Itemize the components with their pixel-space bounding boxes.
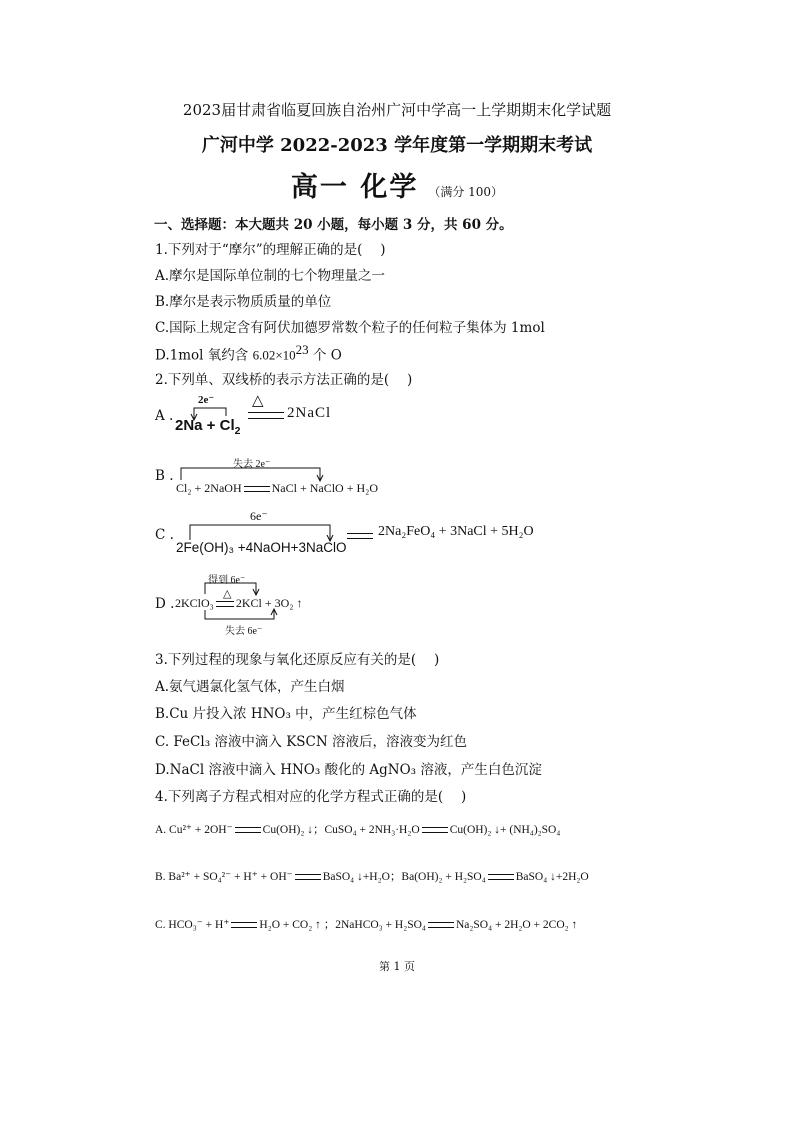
- q2a-reactants: $2Na + Cl_2$: [175, 417, 241, 437]
- q3-stem: 3.下列过程的现象与氧化还原反应有关的是( ): [155, 652, 440, 668]
- q1-option-d: D.1mol 氧约含 $6.02\times 10^{23}$ 个 O: [155, 342, 342, 364]
- q2d-equation: 2KClO₃ 2KCl + 3O₂ ↑: [175, 596, 303, 610]
- q2a-product: 2NaCl: [287, 405, 332, 421]
- q2c-reactants: 2Fe(OH)₃ +4NaOH+3NaClO: [176, 540, 347, 555]
- q2a-heat-symbol: △: [252, 391, 264, 409]
- q2d-loss-label: 失去 6e⁻: [225, 626, 263, 637]
- full-score: （满分 100）: [428, 185, 504, 199]
- q2a-bridge: [194, 408, 226, 420]
- q3-option-b: B.Cu 片投入浓 HNO₃ 中，产生红棕色气体: [155, 706, 417, 722]
- q1-option-b: B.摩尔是表示物质质量的单位: [155, 294, 332, 310]
- q2-stem: 2.下列单、双线桥的表示方法正确的是( ): [155, 372, 413, 388]
- q2-option-b-letter: B .: [155, 468, 174, 484]
- exam-title: 广河中学 2022-2023 学年度第一学期期末考试: [201, 135, 593, 156]
- q4-option-b: B. Ba²⁺ + SO₄²⁻ + H⁺ + OH⁻ BaSO₄ ↓+H₂O；Ba(OH)₂ + H₂SO₄ BaSO₄ ↓+2H₂O: [155, 871, 589, 883]
- q2c-products: 2Na₂FeO₄ + 3NaCl + 5H₂O: [378, 524, 534, 539]
- q2b-equation: Cl₂ + 2NaOH NaCl + NaClO + H₂O: [176, 481, 379, 495]
- q2d-gain-bridge: [205, 583, 256, 594]
- q2b-bridge: [181, 468, 320, 480]
- q1-option-a: A.摩尔是国际单位制的七个物理量之一: [155, 268, 386, 284]
- q2-option-c-letter: C .: [155, 527, 174, 543]
- q2d-heat-symbol: △: [223, 587, 232, 600]
- q2b-electron-label: 失去 2e⁻: [233, 459, 271, 470]
- q4-option-a: A. Cu²⁺ + 2OH⁻ Cu(OH)₂ ↓；CuSO₄ + 2NH₃·H₂O Cu(OH)₂ ↓+ (NH₄)₂SO₄: [155, 824, 561, 836]
- q2d-loss-bridge: [205, 610, 274, 619]
- source-title: 2023届甘肃省临夏回族自治州广河中学高一上学期期末化学试题: [182, 101, 612, 119]
- q3-option-a: A.氨气遇氯化氢气体，产生白烟: [155, 679, 345, 695]
- q2-option-d-letter: D .: [155, 596, 175, 612]
- q4-stem: 4.下列离子方程式相对应的化学方程式正确的是( ): [155, 789, 467, 805]
- page-number: 第 1 页: [379, 960, 415, 973]
- q2c-electron-label: 6e⁻: [250, 509, 268, 523]
- q3-option-c: C. FeCl₃ 溶液中滴入 KSCN 溶液后，溶液变为红色: [155, 734, 467, 750]
- q2c-bridge: [190, 525, 330, 540]
- section-heading: 一、选择题：本大题共 20 小题，每小题 3 分，共 60 分。: [154, 217, 513, 233]
- q2a-electron-label: 2e⁻: [198, 394, 215, 406]
- q1-stem: 1.下列对于“摩尔”的理解正确的是( ): [155, 242, 386, 258]
- q3-option-d: D.NaCl 溶液中滴入 HNO₃ 酸化的 AgNO₃ 溶液，产生白色沉淀: [155, 762, 542, 778]
- q4-option-c: C. HCO₃⁻ + H⁺ H₂O + CO₂ ↑ ；2NaHCO₃ + H₂SO₄ Na₂SO₄ + 2H₂O + 2CO₂ ↑: [155, 919, 578, 931]
- subject-name: 高一 化学: [290, 172, 419, 203]
- q1-option-c: C.国际上规定含有阿伏加德罗常数个粒子的任何粒子集体为 1mol: [155, 320, 545, 336]
- q2-option-a-letter: A .: [155, 408, 174, 424]
- q2d-gain-label: 得到 6e⁻: [208, 575, 246, 586]
